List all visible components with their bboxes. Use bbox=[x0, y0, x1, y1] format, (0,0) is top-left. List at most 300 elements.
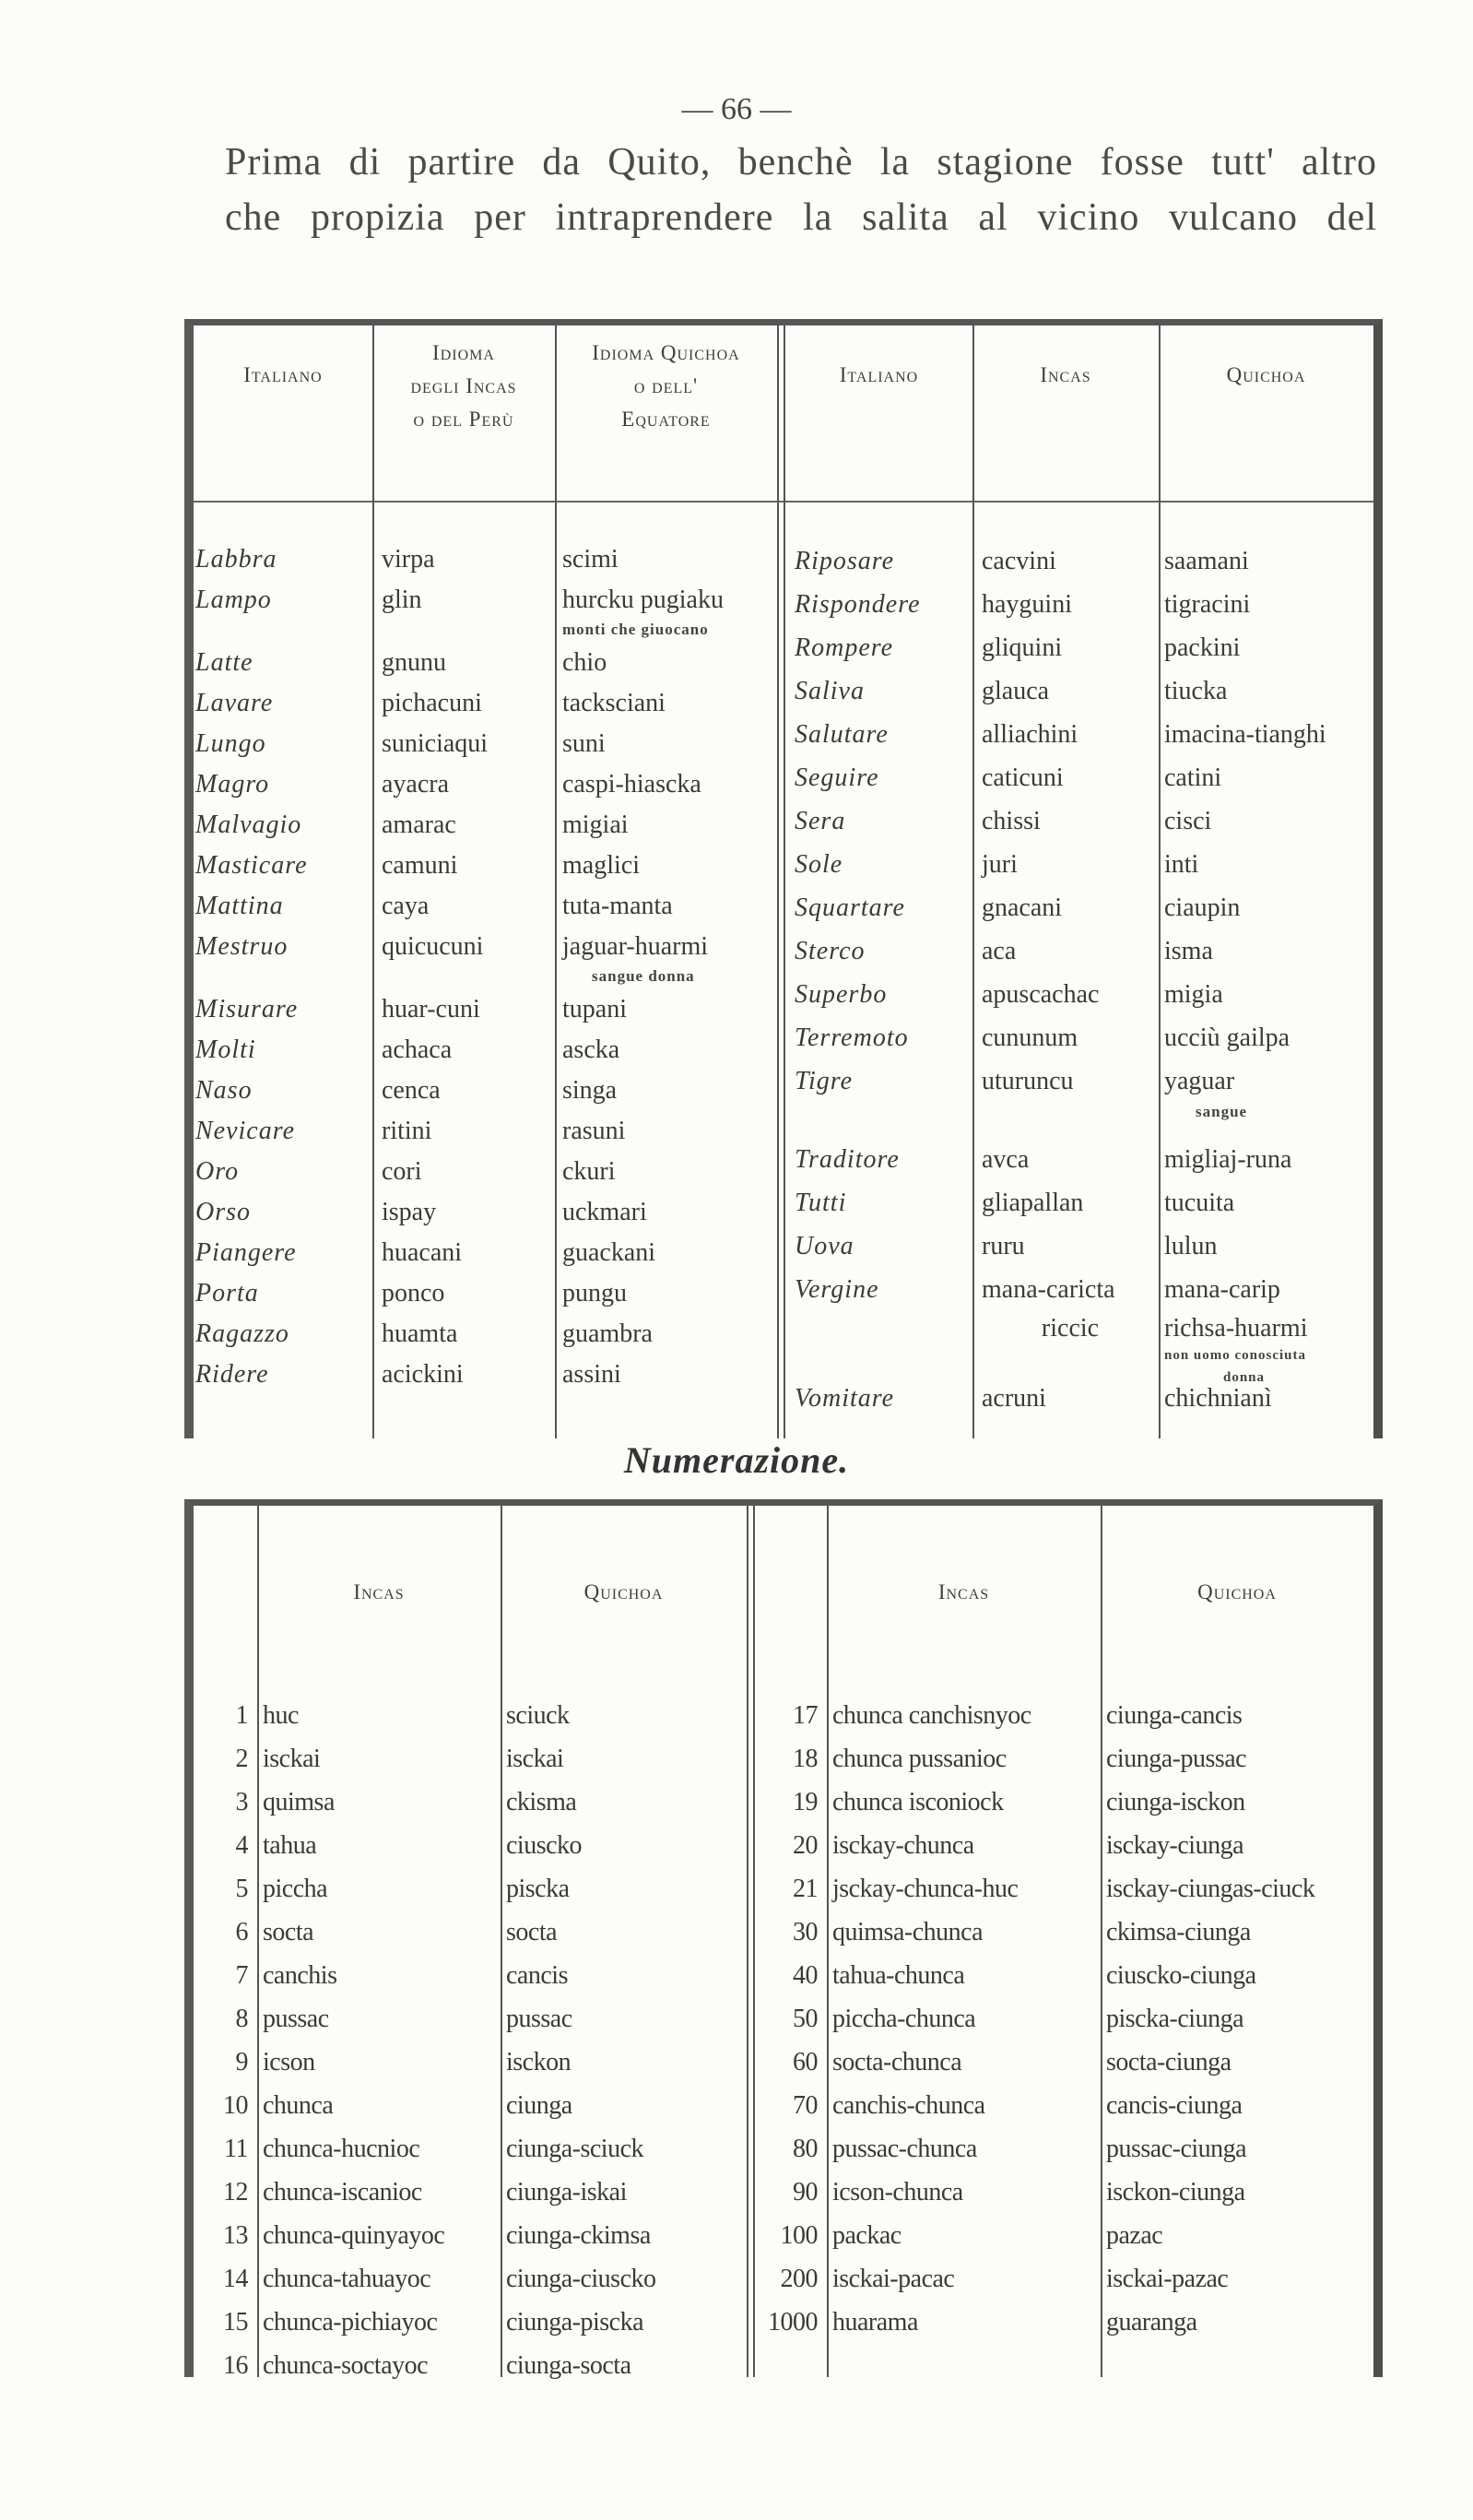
italian-word: Riposare bbox=[795, 547, 895, 575]
incas-word: chunca-iscanioc bbox=[263, 2178, 422, 2206]
incas-word: gnunu bbox=[382, 648, 446, 677]
italian-word: Saliva bbox=[795, 677, 865, 705]
number: 50 bbox=[793, 2005, 818, 2033]
number: 40 bbox=[793, 1961, 818, 1990]
italian-word: Rispondere bbox=[795, 590, 921, 619]
table-row bbox=[194, 580, 777, 621]
italian-word: Ragazzo bbox=[195, 1319, 289, 1348]
note-text: sangue donna bbox=[592, 967, 695, 985]
italian-word: Lampo bbox=[195, 586, 272, 614]
table-row bbox=[785, 756, 1373, 799]
number: 1000 bbox=[768, 2308, 818, 2337]
number: 30 bbox=[793, 1918, 818, 1946]
quichoa-word: tigracini bbox=[1164, 590, 1251, 619]
quichoa-word: ciunga-ckimsa bbox=[506, 2221, 651, 2250]
incas-word: acickini bbox=[382, 1360, 464, 1389]
incas-word: aca bbox=[982, 937, 1017, 965]
quichoa-word: isma bbox=[1164, 937, 1213, 965]
quichoa-word: tucuita bbox=[1164, 1189, 1235, 1217]
table-row bbox=[785, 1181, 1373, 1225]
italian-word: Vomitare bbox=[795, 1384, 895, 1413]
quichoa-word: migliaj-runa bbox=[1164, 1145, 1292, 1174]
table-row bbox=[194, 989, 777, 1030]
quichoa-word: ascka bbox=[562, 1035, 620, 1064]
table-row bbox=[194, 1824, 747, 1867]
table-row bbox=[194, 846, 777, 886]
table-row bbox=[194, 1233, 777, 1273]
quichoa-word: socta-ciunga bbox=[1106, 2048, 1231, 2076]
number: 60 bbox=[793, 2048, 818, 2076]
italian-word: Porta bbox=[195, 1279, 259, 1307]
incas-word: hayguini bbox=[982, 590, 1072, 619]
incas-word: packac bbox=[832, 2221, 901, 2250]
table-row bbox=[785, 799, 1373, 843]
quichoa-word: guaranga bbox=[1106, 2308, 1197, 2337]
table-row bbox=[755, 2257, 1373, 2301]
header-cell bbox=[555, 337, 777, 436]
quichoa-word: isckon bbox=[506, 2048, 572, 2076]
header-quichoa: Quichoa bbox=[1197, 1580, 1277, 1603]
table-row bbox=[194, 1911, 747, 1954]
quichoa-word: guackani bbox=[562, 1238, 656, 1267]
numerazione-title: Numerazione. bbox=[623, 1439, 850, 1481]
table-row bbox=[194, 1152, 777, 1192]
number: 70 bbox=[793, 2091, 818, 2120]
italian-word: Naso bbox=[195, 1076, 253, 1105]
table-row bbox=[785, 973, 1373, 1016]
incas-word: quimsa-chunca bbox=[832, 1918, 983, 1946]
quichoa-word: saamani bbox=[1164, 547, 1249, 575]
number: 16 bbox=[223, 2351, 248, 2380]
header-incas: Incas bbox=[937, 1580, 990, 1603]
incas-word: chunca bbox=[263, 2091, 334, 2120]
quichoa-word: lulun bbox=[1164, 1232, 1218, 1260]
table-row bbox=[755, 2301, 1373, 2344]
number: 2 bbox=[235, 1745, 248, 1773]
header-line: Quichoa bbox=[1226, 363, 1306, 386]
quichoa-word: cancis bbox=[506, 1961, 568, 1990]
table-row bbox=[194, 2127, 747, 2171]
incas-word: caticuni bbox=[982, 763, 1064, 792]
quichoa-word-continued: richsa-huarmi bbox=[1164, 1314, 1308, 1343]
table-row bbox=[785, 929, 1373, 973]
italian-word: Ridere bbox=[195, 1360, 269, 1389]
header-line: Incas bbox=[1040, 363, 1091, 386]
note-text: sangue bbox=[1196, 1103, 1248, 1120]
italian-word: Rompere bbox=[795, 633, 894, 662]
quichoa-word: ciunga-socta bbox=[506, 2351, 631, 2380]
incas-word: chunca-quinyayoc bbox=[263, 2221, 445, 2250]
italian-word: Tutti bbox=[795, 1189, 847, 1217]
table-row bbox=[194, 2344, 747, 2387]
incas-word: huar-cuni bbox=[382, 995, 480, 1023]
italian-word: Terremoto bbox=[795, 1023, 909, 1052]
quichoa-word: isckay-ciunga bbox=[1106, 1831, 1243, 1860]
header-line: degli Incas bbox=[410, 374, 517, 397]
quichoa-word: ckisma bbox=[506, 1788, 577, 1816]
number: 9 bbox=[235, 2048, 248, 2076]
number: 7 bbox=[235, 1961, 248, 1990]
table-row bbox=[785, 626, 1373, 669]
italian-word: Oro bbox=[195, 1157, 240, 1186]
italian-word: Salutare bbox=[795, 720, 889, 749]
table-row bbox=[194, 1314, 777, 1355]
incas-word: chunca canchisnyoc bbox=[832, 1701, 1031, 1730]
table-row bbox=[755, 1781, 1373, 1824]
table-row bbox=[194, 1737, 747, 1781]
quichoa-word: tacksciani bbox=[562, 689, 666, 717]
quichoa-word: isckon-ciunga bbox=[1106, 2178, 1245, 2206]
table-row bbox=[755, 1824, 1373, 1867]
translation-note bbox=[194, 967, 777, 989]
italian-word: Labbra bbox=[195, 545, 277, 574]
number: 15 bbox=[223, 2308, 248, 2337]
italian-word: Nevicare bbox=[195, 1117, 296, 1145]
number: 12 bbox=[223, 2178, 248, 2206]
number: 1 bbox=[235, 1701, 248, 1730]
number: 11 bbox=[224, 2135, 248, 2163]
quichoa-word: tiucka bbox=[1164, 677, 1228, 705]
number: 3 bbox=[235, 1788, 248, 1816]
incas-word: icson-chunca bbox=[832, 2178, 963, 2206]
number: 18 bbox=[793, 1745, 818, 1773]
italian-word: Tigre bbox=[795, 1067, 854, 1095]
italian-word: Molti bbox=[195, 1035, 256, 1064]
italian-word: Lungo bbox=[195, 729, 266, 758]
quichoa-word: singa bbox=[562, 1076, 618, 1105]
spacer bbox=[785, 1311, 972, 1346]
incas-word: jsckay-chunca-huc bbox=[832, 1875, 1019, 1903]
incas-word: ponco bbox=[382, 1279, 445, 1307]
quichoa-word: ciunga-sciuck bbox=[506, 2135, 643, 2163]
incas-word: glauca bbox=[982, 677, 1050, 705]
incas-word: chunca-hucnioc bbox=[263, 2135, 420, 2163]
incas-word: socta bbox=[263, 1918, 314, 1946]
quichoa-word: ciunga-iskai bbox=[506, 2178, 627, 2206]
quichoa-word: chichnianì bbox=[1164, 1384, 1272, 1413]
translation-note bbox=[785, 1346, 1373, 1368]
quichoa-word: maglici bbox=[562, 851, 640, 880]
table-row bbox=[194, 724, 777, 764]
table-row bbox=[755, 1954, 1373, 1997]
italian-word: Mattina bbox=[195, 892, 284, 920]
number: 200 bbox=[780, 2265, 818, 2293]
table-row bbox=[194, 2257, 747, 2301]
table-row bbox=[194, 1954, 747, 1997]
table-row bbox=[194, 1694, 747, 1737]
table-row bbox=[194, 1273, 777, 1314]
incas-word: isckai bbox=[263, 1745, 321, 1773]
incas-word: gliapallan bbox=[982, 1189, 1084, 1217]
table-row bbox=[194, 2171, 747, 2214]
table-row bbox=[785, 669, 1373, 713]
column-divider bbox=[747, 1506, 748, 2377]
incas-word: tahua bbox=[263, 1831, 317, 1860]
table-row bbox=[194, 1192, 777, 1233]
table-row bbox=[755, 2084, 1373, 2127]
quichoa-word: ciunga-cancis bbox=[1106, 1701, 1243, 1730]
table-row bbox=[194, 927, 777, 967]
incas-word: ruru bbox=[982, 1232, 1025, 1260]
quichoa-word: ciuscko-ciunga bbox=[1106, 1961, 1256, 1990]
quichoa-word: migiai bbox=[562, 810, 629, 839]
italian-word: Lavare bbox=[195, 689, 274, 717]
incas-word: ritini bbox=[382, 1117, 432, 1145]
quichoa-word: cisci bbox=[1164, 807, 1212, 835]
incas-word: glin bbox=[382, 586, 422, 614]
incas-word: cacvini bbox=[982, 547, 1056, 575]
italian-word: Squartare bbox=[795, 893, 905, 922]
table-row bbox=[755, 2041, 1373, 2084]
translation-note bbox=[194, 621, 777, 643]
number: 17 bbox=[793, 1701, 818, 1730]
number: 13 bbox=[223, 2221, 248, 2250]
table-row bbox=[785, 1225, 1373, 1268]
incas-word: cori bbox=[382, 1157, 422, 1186]
table-row bbox=[785, 713, 1373, 756]
italian-word: Magro bbox=[195, 770, 270, 799]
incas-word: cununum bbox=[982, 1023, 1078, 1052]
number: 100 bbox=[780, 2221, 818, 2250]
header-incas: Incas bbox=[353, 1580, 405, 1603]
header-cell bbox=[785, 359, 972, 392]
table-row bbox=[194, 1071, 777, 1111]
quichoa-word: tupani bbox=[562, 995, 627, 1023]
table-row bbox=[755, 2127, 1373, 2171]
quichoa-word: scimi bbox=[562, 545, 619, 574]
translation-note bbox=[785, 1103, 1373, 1138]
note-text: monti che giuocano bbox=[562, 621, 709, 638]
table-row bbox=[785, 1377, 1373, 1420]
italian-word: Uova bbox=[795, 1232, 854, 1260]
table-row bbox=[785, 1016, 1373, 1059]
header-line: o del Perù bbox=[413, 408, 514, 431]
incas-word: canchis bbox=[263, 1961, 337, 1990]
intro-line-2: che propizia per intraprendere la salita al vicino vulcano del bbox=[225, 196, 1377, 239]
incas-word: pussac-chunca bbox=[832, 2135, 977, 2163]
quichoa-word: ciunga-isckon bbox=[1106, 1788, 1245, 1816]
incas-word: huamta bbox=[382, 1319, 458, 1348]
italian-word: Superbo bbox=[795, 980, 888, 1009]
table-row bbox=[194, 1111, 777, 1152]
incas-word: apuscachac bbox=[982, 980, 1100, 1009]
incas-word: chunca-tahuayoc bbox=[263, 2265, 431, 2293]
intro-line-1: Prima di partire da Quito, benchè la stagione fosse tutt' altro bbox=[225, 141, 1377, 183]
quichoa-word: piscka bbox=[506, 1875, 570, 1903]
italian-word: Latte bbox=[195, 648, 253, 677]
table-row bbox=[194, 886, 777, 927]
incas-word: chunca-soctayoc bbox=[263, 2351, 429, 2380]
table-row bbox=[194, 1997, 747, 2041]
table-row bbox=[194, 683, 777, 724]
quichoa-word: pungu bbox=[562, 1279, 627, 1307]
quichoa-word: hurcku pugiaku bbox=[562, 586, 724, 614]
table-row bbox=[785, 539, 1373, 583]
quichoa-word: chio bbox=[562, 648, 607, 677]
incas-word: chunca isconiock bbox=[832, 1788, 1004, 1816]
table-row bbox=[785, 1138, 1373, 1181]
table-row bbox=[785, 843, 1373, 886]
quichoa-word: mana-carip bbox=[1164, 1275, 1280, 1304]
table-row bbox=[785, 1059, 1373, 1103]
number: 90 bbox=[793, 2178, 818, 2206]
note-text: non uomo conosciuta bbox=[1164, 1348, 1307, 1363]
incas-word: piccha-chunca bbox=[832, 2005, 976, 2033]
table-row bbox=[755, 1867, 1373, 1911]
italian-word: Sera bbox=[795, 807, 846, 835]
table-row bbox=[785, 886, 1373, 929]
table-row bbox=[755, 2214, 1373, 2257]
number: 20 bbox=[793, 1831, 818, 1860]
incas-word: icson bbox=[263, 2048, 315, 2076]
incas-word: chissi bbox=[982, 807, 1041, 835]
number: 80 bbox=[793, 2135, 818, 2163]
number: 21 bbox=[793, 1875, 818, 1903]
quichoa-word: ckuri bbox=[562, 1157, 616, 1186]
incas-word: huarama bbox=[832, 2308, 918, 2337]
quichoa-word: pussac bbox=[506, 2005, 572, 2033]
header-cell bbox=[972, 359, 1159, 392]
incas-word: gliquini bbox=[982, 633, 1063, 662]
table-row bbox=[194, 1867, 747, 1911]
quichoa-word: pazac bbox=[1106, 2221, 1163, 2250]
italian-word: Seguire bbox=[795, 763, 879, 792]
quichoa-word: cancis-ciunga bbox=[1106, 2091, 1243, 2120]
quichoa-word: piscka-ciunga bbox=[1106, 2005, 1243, 2033]
incas-word: avca bbox=[982, 1145, 1030, 1174]
quichoa-word: ciunga-ciuscko bbox=[506, 2265, 656, 2293]
table-row bbox=[194, 539, 777, 580]
header-quichoa: Quichoa bbox=[583, 1580, 664, 1603]
quichoa-word: imacina-tianghi bbox=[1164, 720, 1326, 749]
table-row bbox=[194, 764, 777, 805]
table-row bbox=[194, 1781, 747, 1824]
quichoa-word: catini bbox=[1164, 763, 1222, 792]
incas-word: pichacuni bbox=[382, 689, 482, 717]
table-row bbox=[194, 1030, 777, 1071]
quichoa-word: jaguar-huarmi bbox=[562, 932, 709, 961]
incas-word: amarac bbox=[382, 810, 456, 839]
number: 5 bbox=[235, 1875, 248, 1903]
incas-word: suniciaqui bbox=[382, 729, 489, 758]
number: 10 bbox=[223, 2091, 248, 2120]
italian-word: Orso bbox=[195, 1198, 252, 1226]
quichoa-word: isckai-pazac bbox=[1106, 2265, 1229, 2293]
table-row bbox=[755, 1911, 1373, 1954]
incas-word: juri bbox=[982, 850, 1018, 879]
incas-word: alliachini bbox=[982, 720, 1078, 749]
table-row bbox=[194, 2301, 747, 2344]
incas-word: piccha bbox=[263, 1875, 328, 1903]
quichoa-word: guambra bbox=[562, 1319, 653, 1348]
table-row bbox=[785, 1268, 1373, 1311]
column-divider bbox=[777, 325, 779, 1438]
header-line: Italiano bbox=[839, 363, 919, 386]
incas-word: cenca bbox=[382, 1076, 441, 1105]
quichoa-word: isckai bbox=[506, 1745, 564, 1773]
quichoa-word: sciuck bbox=[506, 1701, 570, 1730]
quichoa-word: migia bbox=[1164, 980, 1223, 1009]
italian-word: Vergine bbox=[795, 1275, 879, 1304]
page-number: — 66 — bbox=[681, 92, 792, 126]
header-line: Italiano bbox=[243, 363, 323, 386]
italian-word: Traditore bbox=[795, 1145, 900, 1174]
header-line: Idioma bbox=[432, 341, 495, 364]
incas-word: huacani bbox=[382, 1238, 463, 1267]
italian-word: Sterco bbox=[795, 937, 866, 965]
quichoa-word: packini bbox=[1164, 633, 1241, 662]
incas-word: acruni bbox=[982, 1384, 1046, 1413]
incas-word: socta-chunca bbox=[832, 2048, 962, 2076]
header-line: Idioma Quichoa bbox=[592, 341, 740, 364]
italian-word: Malvagio bbox=[195, 810, 302, 839]
incas-word: caya bbox=[382, 892, 430, 920]
table-row bbox=[194, 2041, 747, 2084]
note-text: donna bbox=[1223, 1370, 1266, 1385]
header-cell bbox=[194, 359, 372, 392]
number: 6 bbox=[235, 1918, 248, 1946]
incas-word: ispay bbox=[382, 1198, 437, 1226]
number: 14 bbox=[223, 2265, 248, 2293]
quichoa-word: socta bbox=[506, 1918, 558, 1946]
incas-word: mana-caricta bbox=[982, 1275, 1115, 1304]
incas-word: camuni bbox=[382, 851, 458, 880]
number: 4 bbox=[235, 1831, 248, 1860]
incas-word: canchis-chunca bbox=[832, 2091, 985, 2120]
number: 19 bbox=[793, 1788, 818, 1816]
quichoa-word: ciunga-pussac bbox=[1106, 1745, 1247, 1773]
header-line: o dell' bbox=[633, 374, 699, 397]
header-line: Equatore bbox=[621, 408, 711, 431]
incas-word-continued: riccic bbox=[1041, 1314, 1100, 1343]
quichoa-word: ucciù gailpa bbox=[1164, 1023, 1290, 1052]
quichoa-word: ciuscko bbox=[506, 1831, 583, 1860]
quichoa-word: yaguar bbox=[1164, 1067, 1235, 1095]
table-row bbox=[194, 1355, 777, 1395]
table-row bbox=[194, 2084, 747, 2127]
table-row bbox=[755, 1737, 1373, 1781]
quichoa-word: pussac-ciunga bbox=[1106, 2135, 1247, 2163]
incas-word: virpa bbox=[382, 545, 435, 574]
incas-word: quicucuni bbox=[382, 932, 484, 961]
table-row bbox=[755, 1997, 1373, 2041]
quichoa-word: ciaupin bbox=[1164, 893, 1241, 922]
incas-word: pussac bbox=[263, 2005, 329, 2033]
incas-word: isckai-pacac bbox=[832, 2265, 955, 2293]
incas-word: gnacani bbox=[982, 893, 1063, 922]
quichoa-word: ciunga bbox=[506, 2091, 572, 2120]
quichoa-word: rasuni bbox=[562, 1117, 626, 1145]
quichoa-word: ciunga-piscka bbox=[506, 2308, 643, 2337]
quichoa-word: suni bbox=[562, 729, 606, 758]
numeration-table bbox=[184, 1499, 1383, 2380]
incas-word: huc bbox=[263, 1701, 299, 1730]
quichoa-word: caspi-hiascka bbox=[562, 770, 701, 799]
table-row bbox=[785, 583, 1373, 626]
table-row bbox=[755, 1694, 1373, 1737]
quichoa-word: ckimsa-ciunga bbox=[1106, 1918, 1251, 1946]
header-cell bbox=[372, 337, 555, 436]
incas-word: isckay-chunca bbox=[832, 1831, 974, 1860]
incas-word: uturuncu bbox=[982, 1067, 1074, 1095]
italian-word: Misurare bbox=[195, 995, 299, 1023]
quichoa-word: inti bbox=[1164, 850, 1199, 879]
italian-word: Sole bbox=[795, 850, 843, 879]
table-row bbox=[194, 643, 777, 683]
vocabulary-table bbox=[184, 319, 1383, 1438]
table-row bbox=[755, 2171, 1373, 2214]
quichoa-word: uckmari bbox=[562, 1198, 647, 1226]
